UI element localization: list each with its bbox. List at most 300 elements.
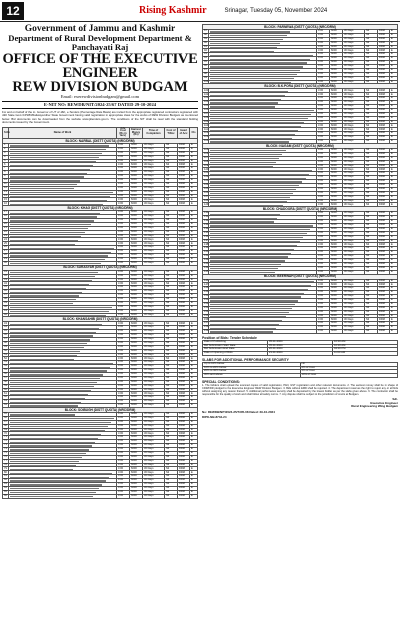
cell-sno: 79	[4, 466, 7, 470]
cell-doc: Nil	[364, 148, 377, 152]
cell-time: 30 Days	[342, 168, 364, 172]
cell-sno: 39	[4, 300, 7, 304]
cell-sno: 126	[204, 190, 209, 194]
cell-time: 30 Days	[143, 282, 165, 286]
cell-doc: Nil	[364, 120, 377, 124]
cell-sno: 65	[4, 412, 7, 416]
work-name-text	[10, 303, 73, 304]
cell-doc: Nil	[364, 239, 377, 243]
cell-time: 30 Days	[143, 222, 165, 226]
cell-head: DRM	[377, 283, 389, 287]
cell-sno: 27	[4, 249, 7, 253]
cell-cost: 3.00	[316, 72, 329, 76]
work-name-text	[10, 374, 103, 375]
cell-doc: Nil	[165, 254, 178, 258]
cell-emd: 6000	[329, 93, 342, 97]
cell-cost: 3.00	[117, 238, 130, 242]
cell-class: E	[190, 467, 198, 471]
cell-emd: 6000	[130, 254, 143, 258]
cell-cost: 3.00	[117, 337, 130, 341]
work-name-text	[10, 204, 103, 205]
cell-class: E	[190, 250, 198, 254]
cell-class: E	[190, 155, 198, 159]
cell-cost: 3.00	[117, 219, 130, 223]
cell-head: DRM	[377, 235, 389, 239]
cell-time: 30 Days	[342, 33, 364, 37]
cell-time: 30 Days	[143, 219, 165, 223]
cell-sno: 108	[204, 115, 209, 119]
cell-cost: 3.00	[316, 68, 329, 72]
cell-sno: 55	[4, 368, 7, 372]
cell-emd: 6000	[130, 257, 143, 261]
cell-emd: 6000	[329, 101, 342, 105]
cell-sno: 3	[3, 151, 9, 155]
cell-time: 30 Days	[342, 223, 364, 227]
cell-time: 30 Days	[143, 286, 165, 290]
cell-sno: 30	[4, 260, 7, 264]
cell-sno: 44	[4, 325, 7, 329]
cell-emd: 6000	[329, 68, 342, 72]
cell-time: 30 Days	[342, 306, 364, 310]
work-name-text	[210, 225, 313, 226]
date-cell: Date of Publishing	[203, 341, 268, 345]
cell-cost: 3.00	[316, 251, 329, 255]
cell-head: DRM	[178, 376, 190, 380]
table-row	[3, 494, 198, 498]
cell-time: 30 Days	[143, 467, 165, 471]
cell-sno: 82	[4, 478, 7, 482]
cell-doc: Nil	[364, 108, 377, 112]
cell-doc: Nil	[165, 286, 178, 290]
cell-sno: 157	[204, 321, 209, 325]
work-name-text	[210, 312, 289, 313]
work-name-text	[10, 263, 101, 264]
cell-cost: 3.00	[316, 101, 329, 105]
cell-head: DRM	[377, 68, 389, 72]
cell-head: DRM	[178, 297, 190, 301]
cell-time: 30 Days	[143, 297, 165, 301]
cell-class: E	[389, 330, 397, 334]
cell-cost: 3.00	[117, 282, 130, 286]
cell-sno: 7	[3, 167, 9, 171]
work-name-text	[10, 224, 91, 225]
cell-work-name	[209, 330, 317, 334]
work-name-text	[10, 232, 85, 233]
cell-class: E	[389, 108, 397, 112]
cell-cost: 3.00	[316, 326, 329, 330]
cell-time: 30 Days	[143, 171, 165, 175]
cell-time: 30 Days	[143, 274, 165, 278]
cell-emd: 6000	[130, 215, 143, 219]
cell-time: 30 Days	[143, 365, 165, 369]
cell-class: E	[190, 471, 198, 475]
cell-emd: 6000	[329, 172, 342, 176]
cell-head: DRM	[178, 353, 190, 357]
work-name-text	[10, 343, 87, 344]
cell-time: 30 Days	[342, 191, 364, 195]
cell-doc: Nil	[165, 301, 178, 305]
cell-time: 30 Days	[143, 479, 165, 483]
cell-head: DRM	[377, 212, 389, 216]
cell-doc: Nil	[165, 353, 178, 357]
cell-head: DRM	[178, 322, 190, 326]
cell-doc: Nil	[165, 230, 178, 234]
cell-doc: Nil	[364, 270, 377, 274]
cell-class: E	[190, 388, 198, 392]
cell-time: 30 Days	[342, 45, 364, 49]
cell-time: 30 Days	[342, 148, 364, 152]
cell-emd: 6000	[329, 203, 342, 207]
cell-doc: Nil	[165, 455, 178, 459]
work-name-text	[10, 430, 105, 431]
cell-cost: 3.00	[117, 486, 130, 490]
cell-sno: 146	[204, 278, 209, 282]
cell-head: DRM	[377, 302, 389, 306]
cell-cost: 3.00	[117, 159, 130, 163]
date-cell: 10:00 AM	[333, 344, 398, 348]
cell-head: DRM	[377, 318, 389, 322]
cell-cost: 3.00	[316, 41, 329, 45]
cell-head: DRM	[377, 299, 389, 303]
cell-cost: 3.00	[316, 314, 329, 318]
work-name-text	[210, 237, 303, 238]
cell-time: 30 Days	[342, 89, 364, 93]
cell-class: E	[389, 258, 397, 262]
work-name-text	[210, 328, 276, 329]
cell-doc: Nil	[364, 255, 377, 259]
work-name-text	[210, 214, 280, 215]
work-name-text	[10, 272, 98, 273]
cell-emd: 6000	[130, 440, 143, 444]
cell-head: DRM	[377, 89, 389, 93]
cell-class: E	[389, 295, 397, 299]
cell-emd: 6000	[130, 471, 143, 475]
cell-cost: 3.00	[117, 471, 130, 475]
cell-emd: 6000	[329, 112, 342, 116]
cell-cost: 3.00	[117, 400, 130, 404]
cell-time: 30 Days	[143, 179, 165, 183]
cell-cost: 3.00	[117, 404, 130, 408]
works-table-left	[2, 127, 198, 499]
cell-class: E	[190, 147, 198, 151]
cell-emd: 6000	[130, 309, 143, 313]
cell-time: 30 Days	[342, 124, 364, 128]
cell-emd: 6000	[130, 322, 143, 326]
cell-cost: 3.00	[117, 175, 130, 179]
cell-doc: Nil	[364, 216, 377, 220]
cell-head: DRM	[178, 257, 190, 261]
cell-doc: Nil	[165, 186, 178, 190]
cell-sno: 100	[204, 79, 209, 83]
cell-cost: 3.00	[316, 97, 329, 101]
cell-doc: Nil	[165, 357, 178, 361]
cell-head: DRM	[377, 258, 389, 262]
cell-head: DRM	[377, 306, 389, 310]
cell-cost: 3.00	[316, 30, 329, 34]
cell-doc: Nil	[165, 159, 178, 163]
cell-emd: 6000	[329, 97, 342, 101]
cell-time: 30 Days	[342, 183, 364, 187]
cell-sno: 124	[204, 183, 209, 187]
cell-time: 30 Days	[143, 432, 165, 436]
work-name-text	[10, 176, 84, 177]
cell-sno: 127	[204, 194, 209, 198]
cell-sno: 24	[4, 237, 7, 241]
cell-head: DRM	[377, 310, 389, 314]
cell-head: DRM	[377, 287, 389, 291]
cell-sno: 122	[204, 175, 209, 179]
cell-cost: 3.00	[316, 243, 329, 247]
cell-head: DRM	[178, 230, 190, 234]
cell-head: DRM	[178, 420, 190, 424]
cell-time: 30 Days	[143, 357, 165, 361]
cell-class: E	[190, 159, 198, 163]
work-name-text	[210, 201, 287, 202]
work-name-text	[10, 196, 110, 197]
cell-class: E	[389, 101, 397, 105]
cell-head: DRM	[377, 65, 389, 69]
work-name-text	[210, 35, 287, 36]
cell-doc: Nil	[165, 334, 178, 338]
cell-sno: 131	[204, 215, 209, 219]
cell-cost: 3.00	[316, 89, 329, 93]
cell-emd: 6000	[329, 187, 342, 191]
cell-time: 30 Days	[143, 175, 165, 179]
cell-time: 30 Days	[342, 37, 364, 41]
cell-doc: Nil	[165, 459, 178, 463]
cell-time: 30 Days	[143, 400, 165, 404]
work-name-text	[210, 256, 288, 257]
cell-sno: 14	[4, 193, 7, 197]
cell-emd: 6000	[130, 420, 143, 424]
cell-sno: 113	[204, 135, 209, 139]
work-name-text	[10, 414, 75, 415]
cell-doc: Nil	[364, 65, 377, 69]
cell-head: DRM	[377, 124, 389, 128]
date-cell: 05-11-2024	[268, 341, 333, 345]
cell-sno: 85	[4, 489, 7, 493]
cell-emd: 6000	[329, 33, 342, 37]
cell-cost: 3.00	[316, 302, 329, 306]
cell-head: DRM	[377, 231, 389, 235]
cell-emd: 6000	[329, 128, 342, 132]
cell-doc: Nil	[364, 105, 377, 109]
work-name-text	[210, 304, 295, 305]
work-name-text	[10, 292, 82, 293]
cell-doc: Nil	[364, 53, 377, 57]
work-name-text	[210, 193, 293, 194]
cell-head: DRM	[377, 108, 389, 112]
cell-time: 30 Days	[342, 203, 364, 207]
cell-cost: 3.00	[117, 163, 130, 167]
cell-class: E	[190, 455, 198, 459]
cell-doc: Nil	[165, 337, 178, 341]
cell-doc: Nil	[364, 322, 377, 326]
work-name-text	[210, 233, 307, 234]
cell-cost: 3.00	[316, 231, 329, 235]
cell-class: E	[389, 216, 397, 220]
email-line: Email: exerewdivisionbudgam@gmail.com	[60, 94, 140, 99]
cell-cost: 3.00	[316, 164, 329, 168]
cell-doc: Nil	[165, 234, 178, 238]
cell-doc: Nil	[165, 278, 178, 282]
cell-class: E	[190, 400, 198, 404]
cell-doc: Nil	[364, 310, 377, 314]
cell-cost: 3.00	[117, 151, 130, 155]
work-name-text	[210, 221, 274, 222]
cell-class: E	[389, 199, 397, 203]
work-name-text	[210, 308, 292, 309]
left-column	[2, 24, 198, 499]
cell-sno: 17	[4, 210, 7, 214]
cell-emd: 6000	[329, 314, 342, 318]
column-header: Head of Acc	[178, 127, 190, 138]
division-line: REW DIVISION BUDGAM	[12, 79, 188, 95]
work-name-text	[210, 59, 310, 60]
cell-doc: Nil	[364, 152, 377, 156]
cell-class: E	[190, 330, 198, 334]
cell-time: 30 Days	[143, 242, 165, 246]
cell-emd: 6000	[130, 451, 143, 455]
cell-cost: 3.00	[117, 424, 130, 428]
cell-doc: Nil	[165, 167, 178, 171]
calc-title: SLABS FOR ADDITIONAL PERFORMANCE SECURITY	[202, 357, 289, 362]
cell-class: E	[190, 190, 198, 194]
cell-class: E	[190, 494, 198, 498]
cell-sno: 115	[204, 148, 209, 152]
cell-emd: 6000	[130, 384, 143, 388]
cell-sno: 156	[204, 317, 209, 321]
cell-doc: Nil	[165, 444, 178, 448]
cell-doc: Nil	[165, 451, 178, 455]
cell-doc: Nil	[364, 30, 377, 34]
cell-head: DRM	[178, 365, 190, 369]
cell-doc: Nil	[364, 76, 377, 80]
cell-doc: Nil	[364, 112, 377, 116]
cell-head: DRM	[178, 396, 190, 400]
cell-time: 30 Days	[143, 322, 165, 326]
cell-sno: 118	[204, 159, 209, 163]
cell-class: E	[190, 278, 198, 282]
cell-time: 30 Days	[342, 270, 364, 274]
cell-head: DRM	[377, 291, 389, 295]
cell-emd: 6000	[329, 255, 342, 259]
cell-sno: 20	[4, 222, 7, 226]
cell-doc: Nil	[364, 223, 377, 227]
slab-cell: Up to 10% below	[203, 362, 301, 366]
cell-sno: 32	[4, 273, 7, 277]
cell-doc: Nil	[165, 179, 178, 183]
work-name-text	[210, 150, 286, 151]
cell-time: 30 Days	[342, 231, 364, 235]
cell-class: E	[190, 475, 198, 479]
cell-time: 30 Days	[143, 234, 165, 238]
work-name-text	[10, 240, 78, 241]
cell-head: DRM	[178, 282, 190, 286]
cell-doc: Nil	[364, 299, 377, 303]
cell-class: E	[389, 124, 397, 128]
cell-head: DRM	[178, 448, 190, 452]
date-cell: 04:00 PM	[333, 348, 398, 352]
cell-head: DRM	[178, 440, 190, 444]
cell-sno: 125	[204, 186, 209, 190]
cell-doc: Nil	[165, 471, 178, 475]
cell-sno: 69	[4, 427, 7, 431]
cell-doc: Nil	[165, 494, 178, 498]
cell-emd: 6000	[329, 168, 342, 172]
work-name-text	[210, 320, 282, 321]
cell-emd: 6000	[329, 152, 342, 156]
cell-head: DRM	[377, 152, 389, 156]
work-name-text	[210, 181, 302, 182]
cell-sno: 4	[3, 155, 9, 159]
cell-class: E	[389, 183, 397, 187]
cell-class: E	[190, 337, 198, 341]
cell-cost: 3.00	[316, 295, 329, 299]
cell-class: E	[389, 231, 397, 235]
cell-class: E	[190, 486, 198, 490]
cell-doc: Nil	[165, 190, 178, 194]
sig-line1: Sd/-	[392, 397, 398, 402]
cell-emd: 6000	[329, 148, 342, 152]
cell-cost: 3.00	[117, 155, 130, 159]
cell-emd: 6000	[329, 239, 342, 243]
cell-time: 30 Days	[342, 53, 364, 57]
cell-class: E	[389, 168, 397, 172]
cell-time: 30 Days	[143, 305, 165, 309]
work-name-text	[10, 295, 79, 296]
cell-cost: 3.00	[117, 490, 130, 494]
cell-cost: 3.00	[117, 215, 130, 219]
cell-class: E	[190, 396, 198, 400]
cell-emd: 6000	[130, 211, 143, 215]
cell-head: DRM	[377, 239, 389, 243]
cell-sno: 57	[4, 376, 7, 380]
cell-time: 30 Days	[143, 182, 165, 186]
work-name-text	[210, 178, 306, 179]
cell-class: E	[389, 326, 397, 330]
cell-time: 30 Days	[143, 428, 165, 432]
work-name-text	[10, 311, 109, 312]
cell-sno: 83	[4, 482, 7, 486]
cell-cost: 3.00	[316, 216, 329, 220]
cell-head: DRM	[178, 471, 190, 475]
work-name-text	[10, 367, 110, 368]
cell-class: E	[389, 61, 397, 65]
date-cell: Bid Submission End Date	[203, 348, 268, 352]
cell-head: DRM	[178, 337, 190, 341]
cell-time: 30 Days	[143, 416, 165, 420]
cell-emd: 6000	[329, 310, 342, 314]
signature-block	[202, 398, 398, 409]
cell-cost: 3.00	[316, 136, 329, 140]
cell-time: 30 Days	[143, 270, 165, 274]
cell-time: 30 Days	[342, 97, 364, 101]
cell-head: DRM	[178, 404, 190, 408]
cell-sno: 158	[204, 325, 209, 329]
cell-time: 30 Days	[342, 172, 364, 176]
cell-head: DRM	[178, 372, 190, 376]
cell-class: E	[389, 172, 397, 176]
cell-head: DRM	[377, 45, 389, 49]
slab-cell: 5% of Cost	[300, 370, 398, 374]
cell-sno: 60	[4, 387, 7, 391]
cell-emd: 6000	[329, 262, 342, 266]
cell-emd: 6000	[329, 57, 342, 61]
cell-emd: 6000	[329, 251, 342, 255]
cell-sno: 96	[204, 64, 207, 68]
column-header: Cls	[190, 127, 198, 138]
